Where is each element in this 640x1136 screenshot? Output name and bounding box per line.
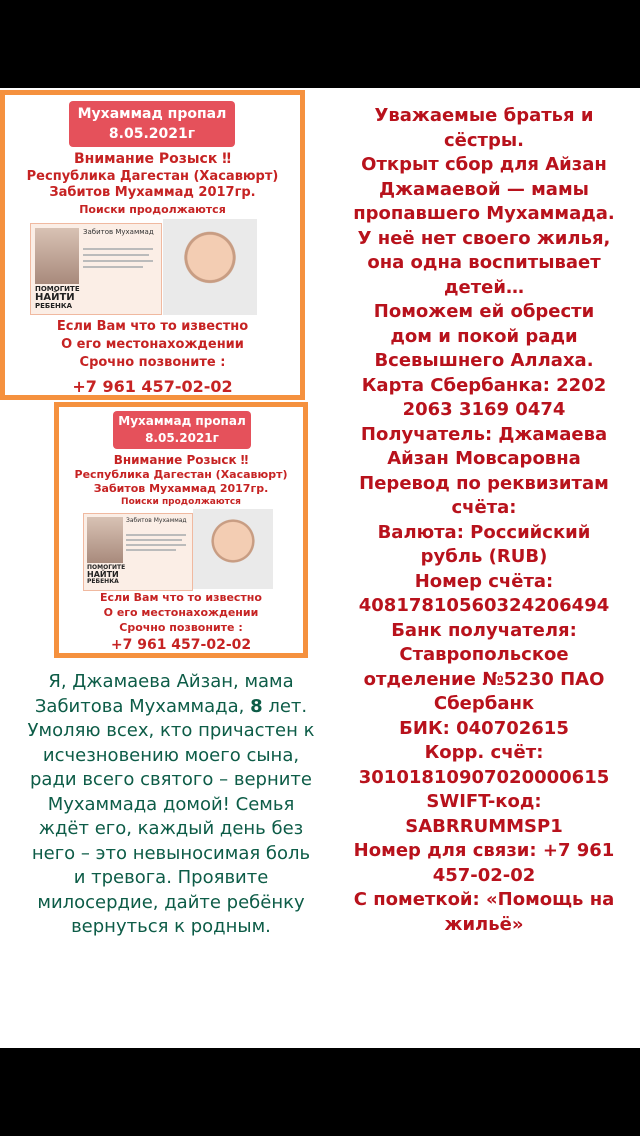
appeal-line: и тревога. Проявите <box>73 867 269 888</box>
call-label: Срочно позвоните : <box>79 355 226 370</box>
corr-account-label: Корр. счёт: <box>424 742 544 763</box>
note-line: С пометкой: «Помощь на <box>353 889 615 910</box>
text-line <box>126 534 186 536</box>
search-status: Поиски продолжаются <box>79 203 226 216</box>
mini-poster-name: Забитов Мухаммад <box>126 517 187 524</box>
fundraiser-line: У неё нет своего жилья, <box>357 227 611 249</box>
text-line <box>83 254 149 256</box>
call-label: Срочно позвоните : <box>119 621 243 634</box>
help-find-child <box>35 286 83 310</box>
fundraiser-line: пропавшего Мухаммада. <box>353 203 615 224</box>
fundraiser-line: Уважаемые братья и <box>374 105 594 126</box>
child-photo <box>163 219 257 315</box>
help-find-child <box>87 565 127 585</box>
missing-badge <box>69 101 235 147</box>
help-line-3: РЕБЕНКА <box>87 578 119 585</box>
fundraiser-line: Открыт сбор для Айзан <box>361 154 607 175</box>
location-label: О его местонахождении <box>61 337 244 352</box>
location-label: О его местонахождении <box>103 606 259 619</box>
bik-line: БИК: 040702615 <box>399 717 569 739</box>
card-number-line: 2063 3169 0474 <box>402 399 566 420</box>
mother-appeal <box>8 670 334 940</box>
currency-line: Валюта: Российский <box>377 521 591 543</box>
badge-line-1: Мухаммад пропал <box>118 414 246 428</box>
appeal-line: исчезновению моего сына, <box>42 744 300 766</box>
fundraiser-line: детей… <box>444 276 524 298</box>
region-label: Республика Дагестан (Хасавюрт) <box>26 169 279 184</box>
card-number-line: Карта Сбербанка: 2202 <box>361 374 607 396</box>
badge-line-1: Мухаммад пропал <box>77 106 227 122</box>
appeal-line: Умоляю всех, кто причастен к <box>27 720 315 741</box>
missing-poster-large <box>0 90 305 400</box>
account-number: 40817810560324206494 <box>358 595 610 616</box>
fundraiser-line: дом и покой ради <box>390 325 578 347</box>
currency-line: рубль (RUB) <box>420 546 548 567</box>
if-known-label: Если Вам что то известно <box>56 319 249 334</box>
text-line <box>126 549 176 551</box>
text-line <box>126 544 186 546</box>
attention-label: Внимание Розыск ‼ <box>113 453 249 467</box>
help-line-1: ПОМОГИТЕ <box>35 285 80 293</box>
child-photo-small <box>87 517 123 563</box>
phone-number: +7 961 457-02-02 <box>110 637 252 653</box>
region-label: Республика Дагестан (Хасавюрт) <box>74 468 288 481</box>
appeal-line: вернуться к родным. <box>71 916 271 937</box>
appeal-line: ради всего святого – верните <box>30 769 312 790</box>
fundraiser-line: Перевод по реквизитам <box>359 472 609 494</box>
corr-account-number: 30101810907020000615 <box>358 766 610 788</box>
mini-poster-name: Забитов Мухаммад <box>83 228 154 236</box>
appeal-text: Забитова Мухаммада, <box>34 695 251 717</box>
bank-label: Банк получателя: <box>391 619 577 641</box>
account-label: Номер счёта: <box>414 570 554 592</box>
fundraiser-line: сёстры. <box>444 129 524 151</box>
recipient-line: Получатель: Джамаева <box>360 423 608 445</box>
attention-label: Внимание Розыск ‼ <box>73 151 232 167</box>
fundraiser-line: Всевышнего Аллаха. <box>374 350 594 371</box>
fundraiser-text <box>336 104 632 937</box>
contact-line: 457-02-02 <box>432 864 536 886</box>
fundraiser-line: Поможем ей обрести <box>373 301 595 322</box>
appeal-line: него – это невыносимая боль <box>31 842 311 864</box>
appeal-text: лет. <box>262 695 308 717</box>
appeal-line <box>8 695 334 720</box>
bank-line: отделение №5230 ПАО <box>363 668 605 690</box>
badge-line-2: 8.05.2021г <box>108 126 196 142</box>
help-line-3: РЕБЕНКА <box>35 302 73 310</box>
badge-line-2: 8.05.2021г <box>145 431 219 445</box>
appeal-line: милосердие, дайте ребёнку <box>37 891 305 913</box>
image-content <box>0 88 640 1048</box>
appeal-line: Я, Джамаева Айзан, мама <box>48 671 294 692</box>
mini-poster <box>30 223 162 315</box>
fundraiser-line: Джамаевой — мамы <box>379 178 589 200</box>
phone-number: +7 961 457-02-02 <box>72 377 233 396</box>
child-photo <box>193 509 273 589</box>
mini-poster <box>83 513 193 591</box>
help-line-2: НАЙТИ <box>87 570 119 579</box>
fundraiser-line: счёта: <box>451 497 517 518</box>
appeal-line: ждёт его, каждый день без <box>38 818 304 839</box>
help-line-2: НАЙТИ <box>35 292 75 303</box>
contact-line: Номер для связи: +7 961 <box>353 840 615 861</box>
help-line-1: ПОМОГИТЕ <box>87 564 126 571</box>
bank-line: Ставропольское <box>399 644 569 665</box>
swift-label: SWIFT-код: <box>426 791 542 812</box>
child-photo-small <box>35 228 79 284</box>
note-line: жильё» <box>444 913 524 935</box>
missing-badge <box>113 411 251 449</box>
appeal-line: Мухаммада домой! Семья <box>47 793 295 815</box>
recipient-line: Айзан Мовсаровна <box>387 448 581 469</box>
text-line <box>83 248 153 250</box>
text-line <box>83 266 143 268</box>
search-status: Поиски продолжаются <box>121 497 241 507</box>
child-name-label: Забитов Мухаммад 2017гр. <box>49 185 256 200</box>
child-name-label: Забитов Мухаммад 2017гр. <box>93 482 269 495</box>
appeal-age: 8 <box>250 695 263 717</box>
text-line <box>83 260 153 262</box>
fundraiser-line: она одна воспитывает <box>367 252 601 273</box>
swift-code: SABRRUMMSP1 <box>405 815 563 837</box>
missing-poster-small <box>54 402 308 658</box>
bank-line: Сбербанк <box>433 693 535 714</box>
if-known-label: Если Вам что то известно <box>100 591 262 604</box>
text-line <box>126 539 182 541</box>
